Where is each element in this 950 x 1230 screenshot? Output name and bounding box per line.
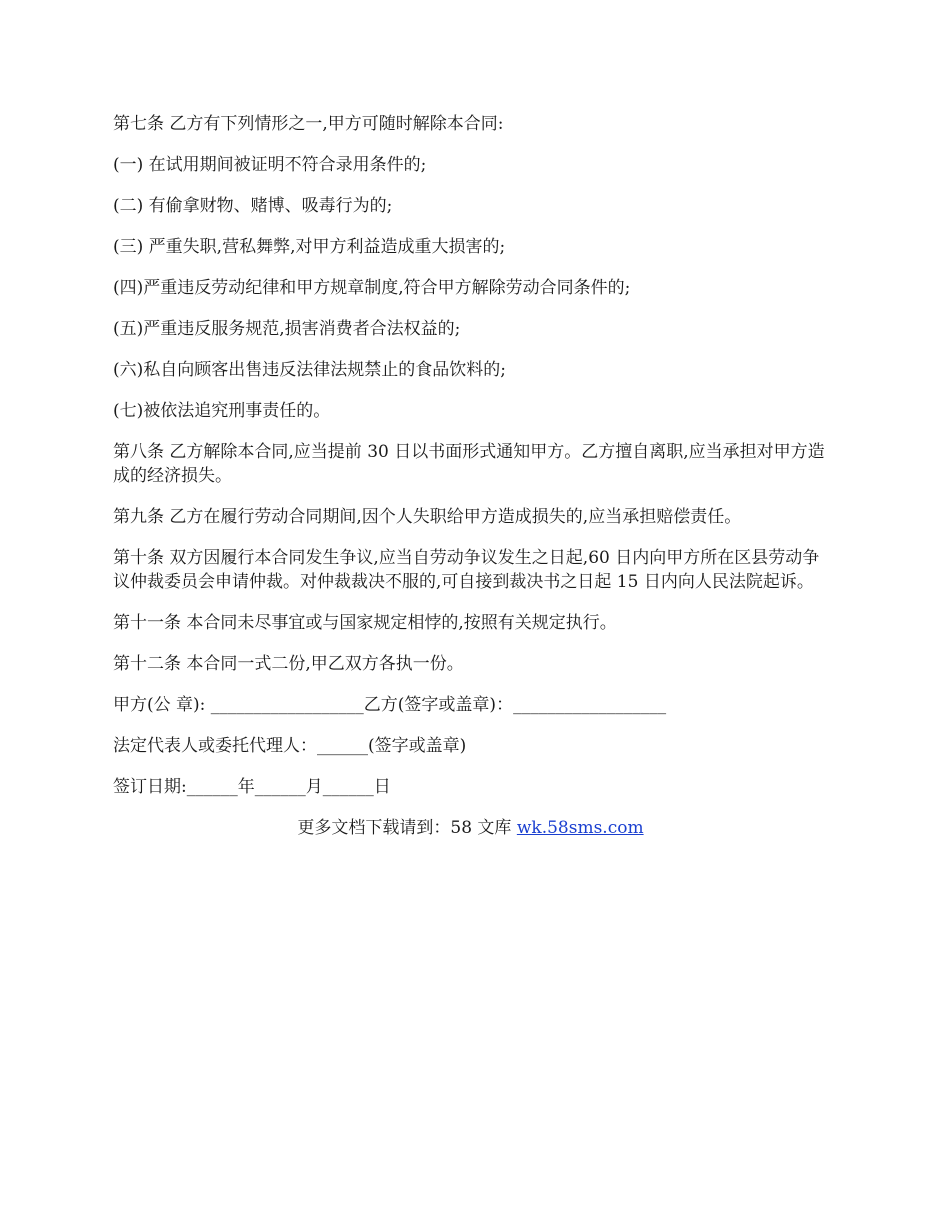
clause-7-title: 第七条 乙方有下列情形之一,甲方可随时解除本合同: [113,114,504,134]
signature-line-representative: 法定代表人或委托代理人：______(签字或盖章) [113,736,467,756]
clause-7-item-5: (五)严重违反服务规范,损害消费者合法权益的; [113,319,461,339]
clause-7-item-4: (四)严重违反劳动纪律和甲方规章制度,符合甲方解除劳动合同条件的; [113,278,631,298]
clause-12: 第十二条 本合同一式二份,甲乙双方各执一份。 [113,654,464,674]
clause-7-item-6: (六)私自向顾客出售违反法律法规禁止的食品饮料的; [113,360,506,380]
clause-11: 第十一条 本合同未尽事宜或与国家规定相悖的,按照有关规定执行。 [113,613,617,633]
footer-text: 更多文档下载请到：58 文库 [297,818,517,838]
document-page [113,112,828,840]
signature-line-parties: 甲方(公 章): __________________乙方(签字或盖章)：__________________ [113,695,667,715]
clause-8: 第八条 乙方解除本合同,应当提前 30 日以书面形式通知甲方。乙方擅自离职,应当承担对甲方造成的经济损失。 [113,442,825,486]
footer-link[interactable]: wk.58sms.com [516,818,644,838]
footer-download-note [113,816,828,840]
clause-7-item-3: (三) 严重失职,营私舞弊,对甲方利益造成重大损害的; [113,237,506,257]
clause-10: 第十条 双方因履行本合同发生争议,应当自劳动争议发生之日起,60 日内向甲方所在区县劳动争议仲裁委员会申请仲裁。对仲裁裁决不服的,可自接到裁决书之日起 15 日内向人民法院起诉。 [113,548,820,592]
clause-7-item-2: (二) 有偷拿财物、赌博、吸毒行为的; [113,196,393,216]
clause-9: 第九条 乙方在履行劳动合同期间,因个人失职给甲方造成损失的,应当承担赔偿责任。 [113,507,742,527]
signing-date-line: 签订日期:______年______月______日 [113,777,391,797]
clause-7-item-7: (七)被依法追究刑事责任的。 [113,401,331,421]
clause-7-item-1: (一) 在试用期间被证明不符合录用条件的; [113,155,427,175]
